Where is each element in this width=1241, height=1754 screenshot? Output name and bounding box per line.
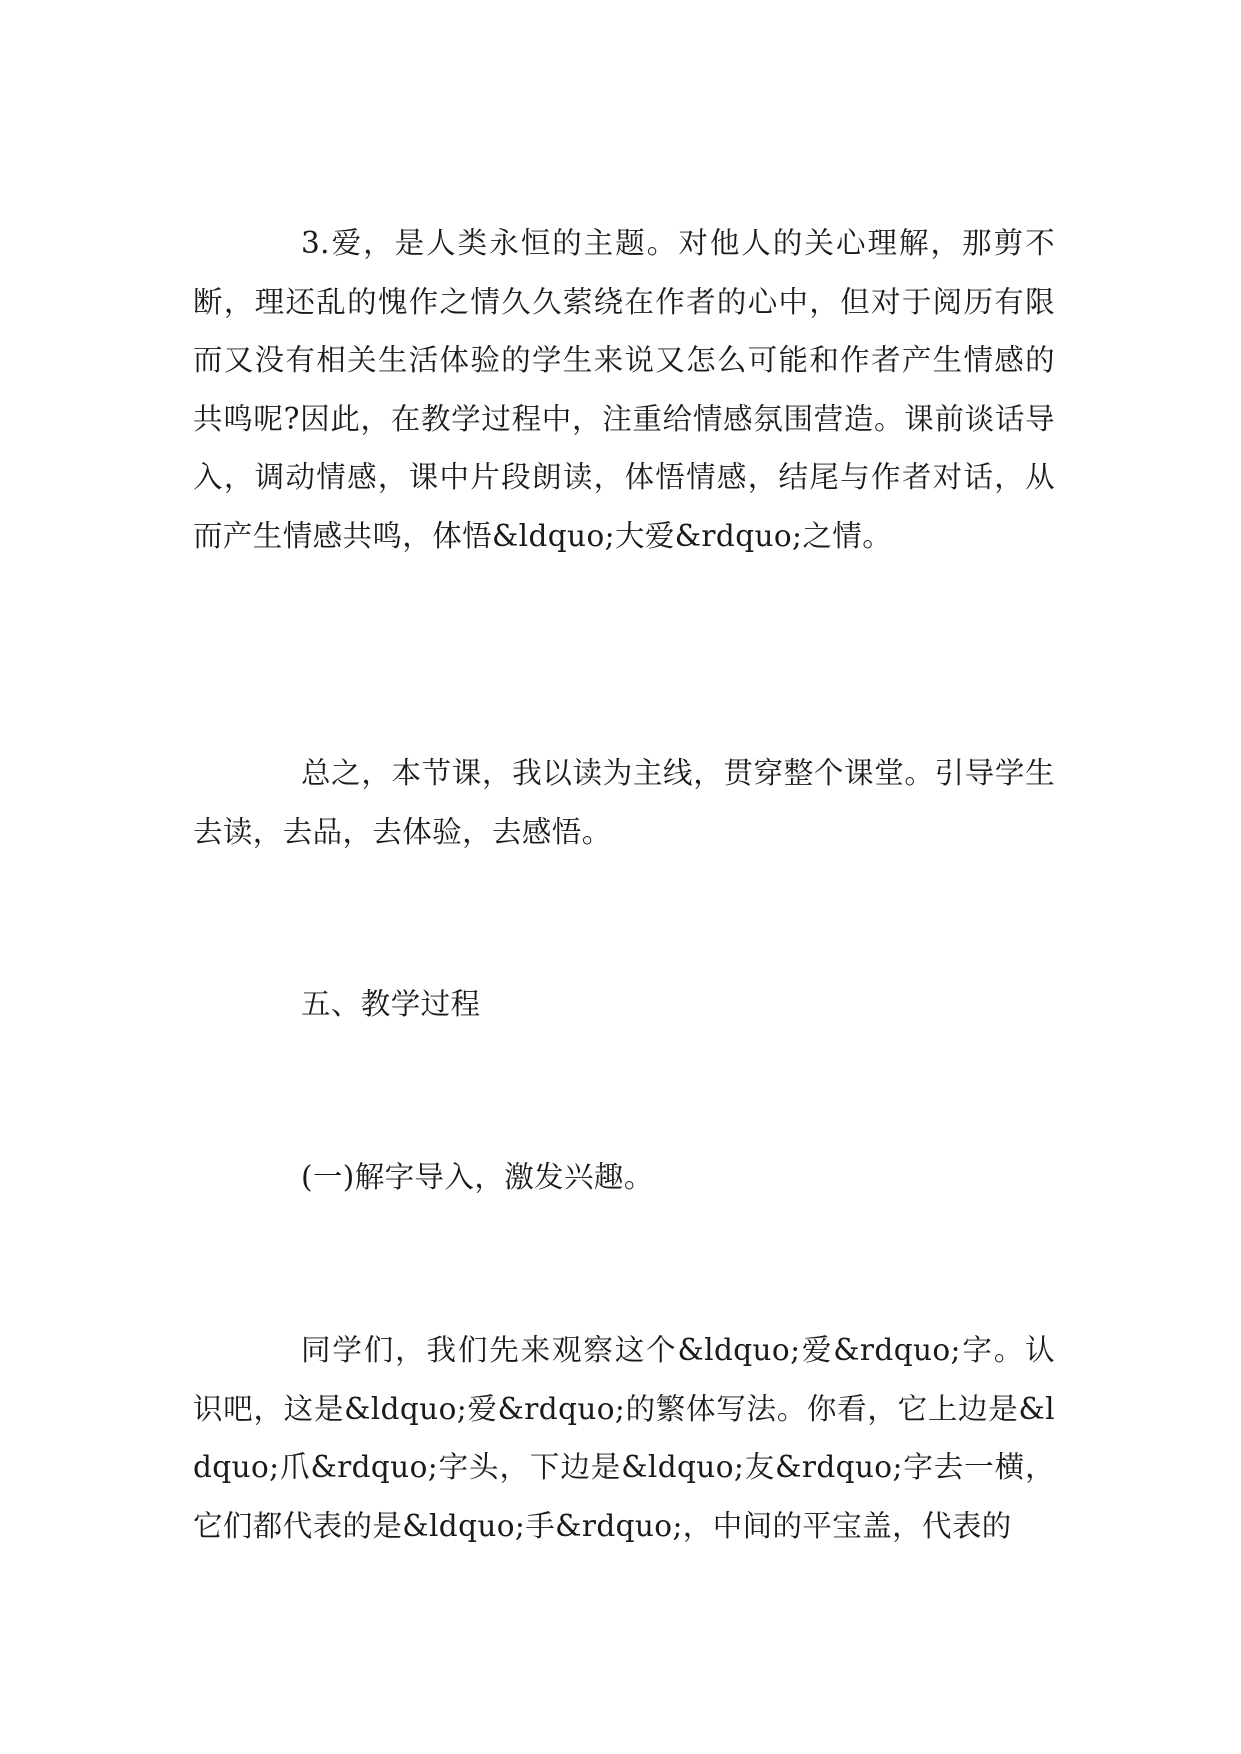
subsection-heading-introduction: (一)解字导入，激发兴趣。 bbox=[301, 1160, 654, 1194]
paragraph-character-analysis: 同学们，我们先来观察这个&ldquo;爱&rdquo;字。认识吧，这是&ldquo;爱&rdquo;的繁体写法。你看，它上边是&ldquo;爪&rdquo;字头，下边是&ldquo;友&rdquo;字去一横，它们都代表的是&ldquo;手&rdquo;，中间的平宝盖，代表的 bbox=[193, 1333, 1055, 1543]
paragraph-summary: 总之，本节课，我以读为主线，贯穿整个课堂。引导学生去读，去品，去体验，去感悟。 bbox=[193, 756, 1055, 849]
section-heading-teaching-process: 五、教学过程 bbox=[301, 987, 481, 1021]
paragraph-love-theme: 3.爱，是人类永恒的主题。对他人的关心理解，那剪不断，理还乱的愧作之情久久萦绕在作者的心中，但对于阅历有限而又没有相关生活体验的学生来说又怎么可能和作者产生情感的共鸣呢?因此，在教学过程中，注重给情感氛围营造。课前谈话导入，调动情感，课中片段朗读，体悟情感，结尾与作者对话，从而产生情感共鸣，体悟&ldquo;大爱&rdquo;之情。 bbox=[193, 226, 1055, 553]
